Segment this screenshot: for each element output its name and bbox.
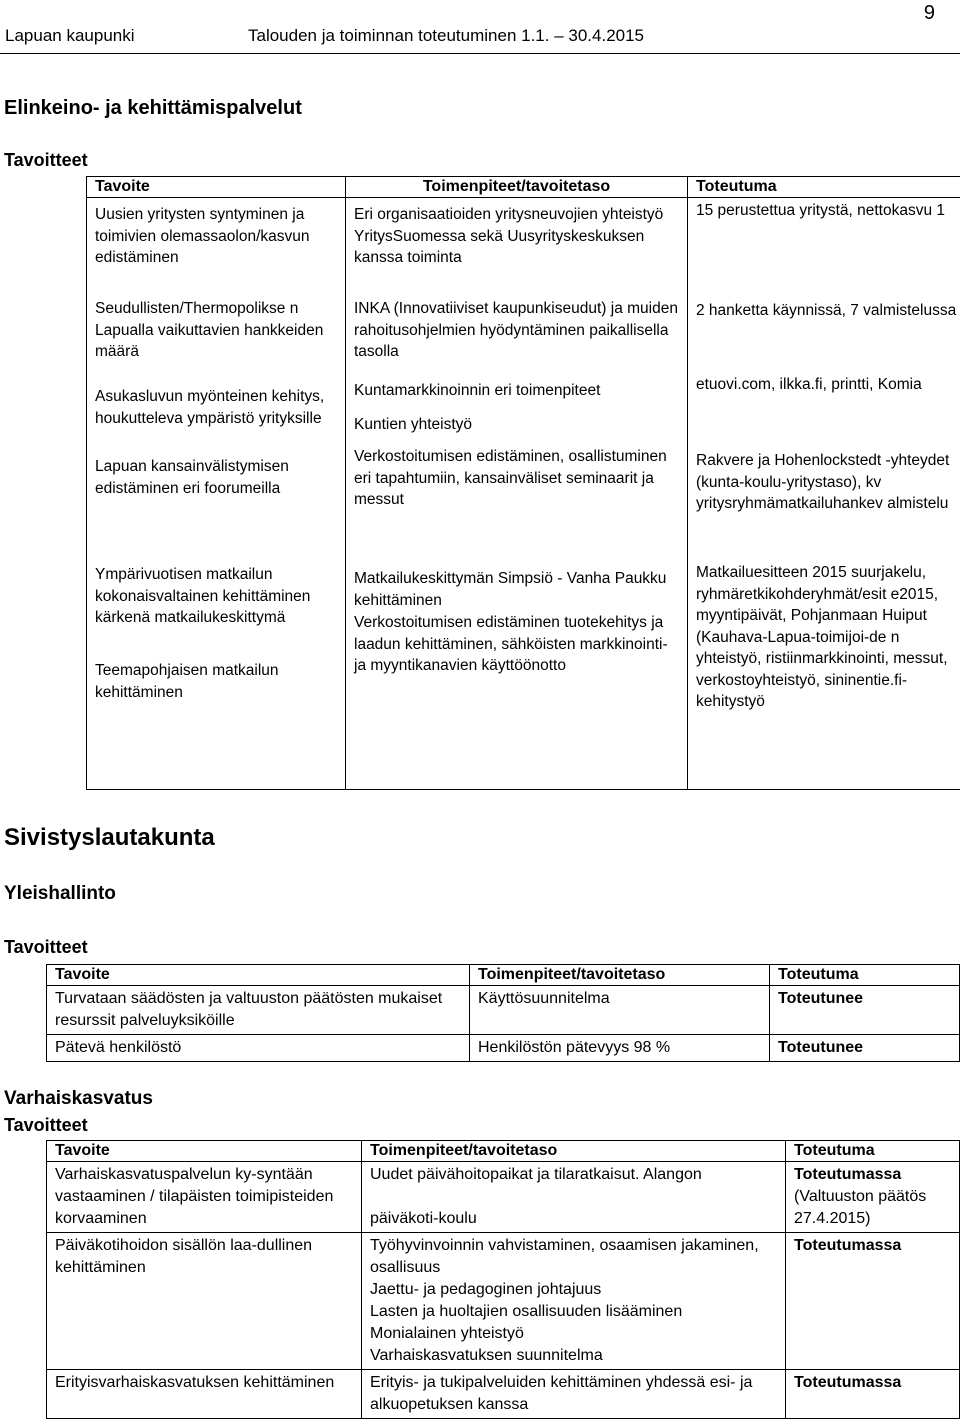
goal-text: Teemapohjaisen matkailun kehittäminen (95, 660, 337, 703)
result-cell: Toteutumassa (786, 1370, 960, 1419)
result-cell (786, 1162, 960, 1233)
column-header: Tavoite (87, 177, 346, 198)
goal-text: Uusien yritysten syntyminen ja toimivien olemassaolon/kasvun edistäminen (95, 204, 337, 292)
action-text: Uudet päivähoitopaikat ja tilaratkaisut. Alangon (370, 1164, 777, 1208)
action-cell: Käyttösuunnitelma (470, 986, 770, 1035)
action-text: päiväkoti-koulu (370, 1208, 777, 1230)
goals-table-elinkeino (86, 176, 960, 790)
goals-table-yleishallinto (46, 964, 960, 1062)
goals-cell (87, 198, 346, 790)
action-text: Verkostoitumisen edistäminen tuotekehitys ja laadun kehittäminen, sähköisten markkinointi- ja myyntikanavien käyttöönotto (354, 612, 679, 677)
result-text: Matkailuesitteen 2015 suurjakelu, ryhmäretkikohderyhmät/esit e2015, myyntipäivät, Pohjanmaan Huiput (Kauhava-Lapua-toimijoi-de n yhteistyö, ristiinmarkkinointi, messut, verkostoyhteistyö, sininentie.fi-kehitystyö (696, 562, 960, 713)
subsection-subtitle-tavoitteet: Tavoitteet (4, 937, 88, 958)
action-cell (362, 1162, 786, 1233)
subsection-subtitle-tavoitteet: Tavoitteet (4, 1115, 88, 1136)
action-text: Kuntien yhteistyö (354, 414, 679, 446)
column-header: Toimenpiteet/tavoitetaso (346, 177, 688, 198)
column-header: Toimenpiteet/tavoitetaso (470, 965, 770, 986)
goal-text: Asukasluvun myönteinen kehitys, houkutteleva ympäristö yrityksille (95, 386, 337, 456)
goal-cell: Erityisvarhaiskasvatuksen kehittäminen (47, 1370, 362, 1419)
table-row (47, 1233, 960, 1370)
column-header: Tavoite (47, 1141, 362, 1162)
action-text: Verkostoitumisen edistäminen, osallistuminen eri tapahtumiin, kansainväliset seminaarit ja messut (354, 446, 679, 568)
table-row (47, 1370, 960, 1419)
result-text: 2 hanketta käynnissä, 7 valmistelussa (696, 300, 960, 374)
action-cell (362, 1233, 786, 1370)
subsection-title-yleishallinto: Yleishallinto (4, 883, 116, 905)
column-header: Toteutuma (688, 177, 960, 198)
action-text: Työhyvinvoinnin vahvistaminen, osaamisen jakaminen, osallisuus (370, 1235, 777, 1279)
action-text: Kuntamarkkinoinnin eri toimenpiteet (354, 380, 679, 414)
section-title-elinkeino: Elinkeino- ja kehittämispalvelut (4, 97, 302, 120)
action-text: Matkailukeskittymän Simpsiö - Vanha Paukku kehittäminen (354, 568, 679, 612)
header-divider (0, 53, 960, 54)
result-cell: Toteutunee (770, 1035, 960, 1062)
table-row (47, 986, 960, 1035)
goal-text: Lapuan kansainvälistymisen edistäminen eri foorumeilla (95, 456, 337, 564)
table-row (87, 198, 960, 790)
action-text: Eri organisaatioiden yritysneuvojien yhteistyö YritysSuomessa sekä Uusyrityskeskuksen kanssa toiminta (354, 204, 679, 292)
action-text: Monialainen yhteistyö (370, 1323, 777, 1345)
table-header-row (47, 965, 960, 986)
organization-name: Lapuan kaupunki (5, 26, 135, 46)
result-text: Rakvere ja Hohenlockstedt -yhteydet (kunta-koulu-yritystaso), kv yritysryhmämatkailuhankev almistelu (696, 450, 960, 562)
action-text: INKA (Innovatiiviset kaupunkiseudut) ja muiden rahoitusohjelmien hyödyntäminen paikallisella tasolla (354, 298, 679, 380)
action-text: Jaettu- ja pedagoginen johtajuus (370, 1279, 777, 1301)
goal-text: Ympärivuotisen matkailun kokonaisvaltainen kehittäminen kärkenä matkailukeskittymä (95, 564, 337, 660)
column-header: Tavoite (47, 965, 470, 986)
results-cell (688, 198, 960, 790)
table-row (47, 1162, 960, 1233)
result-cell: Toteutumassa (786, 1233, 960, 1370)
goal-text: Seudullisten/Thermopolikse n Lapualla vaikuttavien hankkeiden määrä (95, 298, 337, 386)
result-text: 15 perustettua yritystä, nettokasvu 1 (696, 200, 960, 300)
action-text: Varhaiskasvatuksen suunnitelma (370, 1345, 777, 1367)
actions-cell (346, 198, 688, 790)
page-header (0, 0, 960, 60)
goal-cell: Turvataan säädösten ja valtuuston päätösten mukaiset resurssit palveluyksiköille (47, 986, 470, 1035)
table-header-row (47, 1141, 960, 1162)
page-number: 9 (924, 2, 935, 25)
document-title: Talouden ja toiminnan toteutuminen 1.1. – 30.4.2015 (248, 26, 644, 46)
goal-cell: Päiväkotihoidon sisällön laa-dullinen kehittäminen (47, 1233, 362, 1370)
result-status: Toteutumassa (794, 1164, 951, 1186)
action-text: Lasten ja huoltajien osallisuuden lisääminen (370, 1301, 777, 1323)
column-header: Toimenpiteet/tavoitetaso (362, 1141, 786, 1162)
goal-cell: Varhaiskasvatuspalvelun ky-syntään vastaaminen / tilapäisten toimipisteiden korvaaminen (47, 1162, 362, 1233)
action-cell: Erityis- ja tukipalveluiden kehittäminen yhdessä esi- ja alkuopetuksen kanssa (362, 1370, 786, 1419)
section-title-sivistyslautakunta: Sivistyslautakunta (4, 824, 215, 852)
result-text: etuovi.com, ilkka.fi, printti, Komia (696, 374, 960, 450)
result-cell: Toteutunee (770, 986, 960, 1035)
column-header: Toteutuma (786, 1141, 960, 1162)
table-row (47, 1035, 960, 1062)
section-subtitle-tavoitteet: Tavoitteet (4, 150, 88, 171)
column-header: Toteutuma (770, 965, 960, 986)
result-note: (Valtuuston päätös 27.4.2015) (794, 1186, 951, 1230)
action-cell: Henkilöstön pätevyys 98 % (470, 1035, 770, 1062)
table-header-row (87, 177, 960, 198)
subsection-title-varhaiskasvatus: Varhaiskasvatus (4, 1088, 153, 1110)
goal-cell: Pätevä henkilöstö (47, 1035, 470, 1062)
goals-table-varhaiskasvatus (46, 1140, 960, 1419)
